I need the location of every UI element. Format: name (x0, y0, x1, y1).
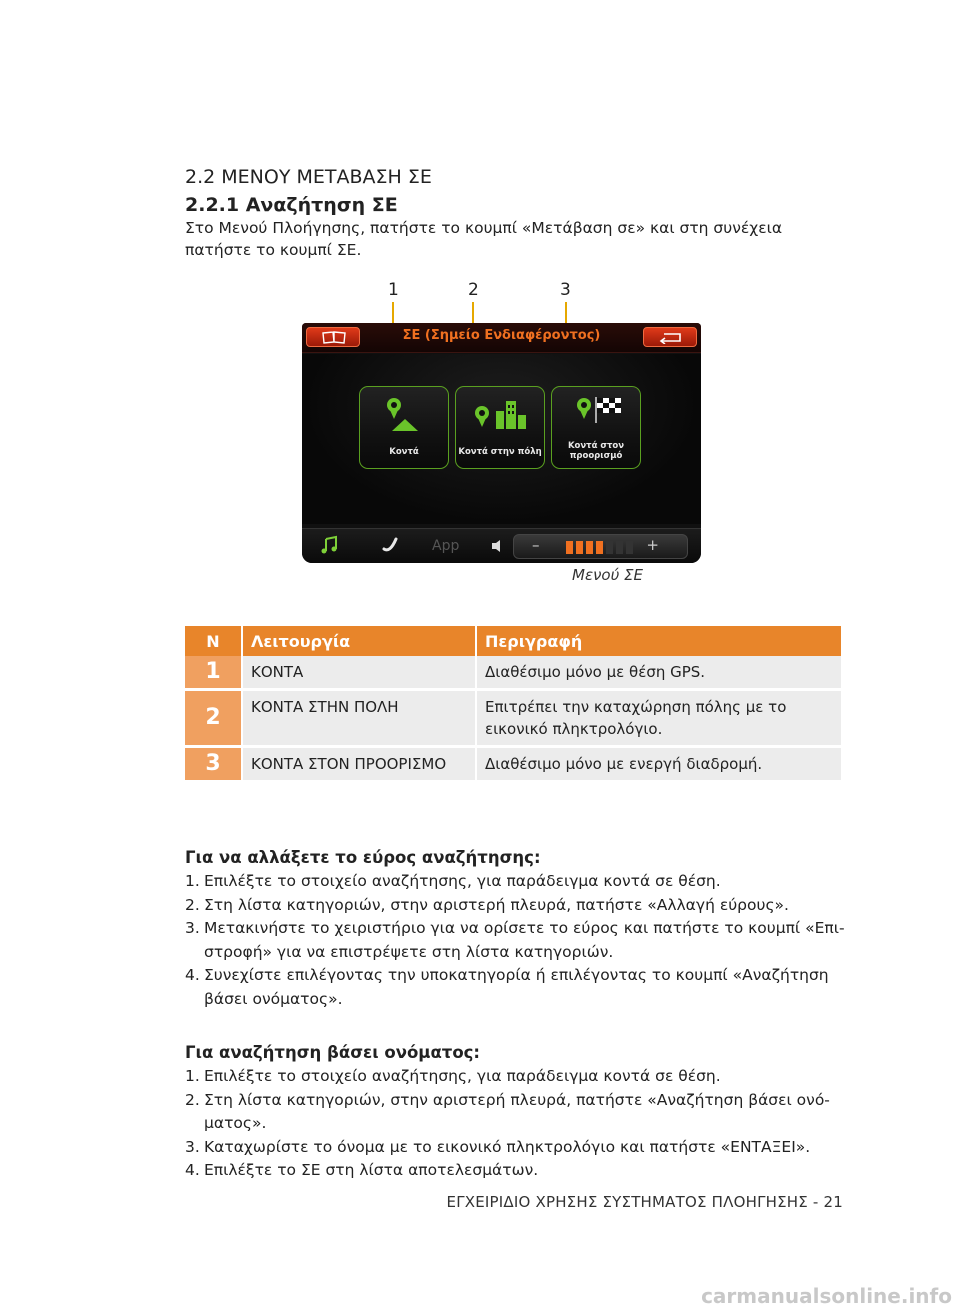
header-function: Λειτουργία (242, 626, 476, 656)
volume-segment (606, 541, 613, 554)
header-description: Περιγραφή (476, 626, 842, 656)
step-number: 4. (185, 966, 200, 984)
pin-flag-icon (552, 391, 642, 443)
step-number: 3. (185, 919, 200, 937)
speaker-icon (490, 538, 506, 554)
list-item (185, 1089, 845, 1136)
function-table (185, 626, 843, 783)
list-item (185, 964, 845, 1011)
volume-control[interactable] (513, 534, 688, 559)
step-number: 2. (185, 1090, 200, 1109)
row-function: ΚΟΝΤΑ ΣΤΗΝ ΠΟΛΗ (242, 690, 476, 747)
step-text: Συνεχίστε επιλέγοντας την υποκατηγορία ή επιλέγοντας το κουμπί «Αναζήτηση βάσει ονόματος». (204, 966, 829, 1008)
callout-1: 1 (388, 280, 399, 300)
range-block-title: Για να αλλάξετε το εύρος αναζήτησης: (185, 848, 541, 867)
tile-near-destination-button[interactable] (551, 386, 641, 469)
table-header-row (185, 626, 842, 656)
step-text: Μετακινήστε το χειριστήριο για να ορίσετε το εύρος και πατήστε το κουμπί «Επι-στροφή» για να επιστρέψετε στη λίστα κατηγοριών. (204, 919, 845, 961)
tile-dest-label-line2: προορισμό (569, 451, 623, 461)
list-item (185, 1136, 845, 1160)
table-row (185, 656, 842, 690)
tile-near-city-label: Κοντά στην πόλη (458, 447, 542, 457)
list-item (185, 917, 845, 964)
screen-header (302, 323, 701, 353)
row-description: Διαθέσιμο μόνο με ενεργή διαδρομή. (476, 747, 842, 782)
row-number: 3 (185, 747, 242, 782)
list-item (185, 1159, 845, 1183)
section-title: 2.2 ΜΕΝΟΥ ΜΕΤΑΒΑΣΗ ΣΕ (185, 166, 432, 188)
watermark: carmanualsonline.info (701, 1284, 952, 1308)
pin-city-icon (456, 391, 546, 443)
table-row (185, 690, 842, 747)
volume-up-button[interactable]: + (646, 536, 659, 554)
step-number: 3. (185, 1137, 200, 1156)
back-button[interactable] (643, 327, 697, 347)
pin-arrow-icon (360, 391, 450, 443)
step-text: Στη λίστα κατηγοριών, στην αριστερή πλευρά, πατήστε «Αναζήτηση βάσει ονό-ματος». (204, 1090, 830, 1132)
tile-dest-label-line1: Κοντά στον (567, 441, 625, 451)
page-footer: ΕΓΧΕΙΡΙΔΙΟ ΧΡΗΣΗΣ ΣΥΣΤΗΜΑΤΟΣ ΠΛΟΗΓΗΣΗΣ - 21 (446, 1193, 843, 1211)
tile-near-destination-label (552, 441, 640, 461)
volume-segment (626, 541, 633, 554)
volume-segment (566, 541, 573, 554)
header-number: Ν (185, 626, 242, 656)
row-number: 1 (185, 656, 242, 690)
step-number: 1. (185, 1067, 200, 1085)
volume-segment (586, 541, 593, 554)
poi-menu-screenshot (302, 323, 701, 563)
row-description: Επιτρέπει την καταχώρηση πόλης με το εικονικό πληκτρολόγιο. (476, 690, 842, 747)
return-arrow-icon (658, 331, 684, 344)
volume-down-button[interactable]: – (532, 536, 540, 554)
tile-near-city-button[interactable] (455, 386, 545, 469)
step-text: Στη λίστα κατηγοριών, στην αριστερή πλευρά, πατήστε «Αλλαγή εύρους». (204, 895, 789, 914)
table-row (185, 747, 842, 782)
step-number: 4. (185, 1161, 200, 1179)
screen-title: ΣΕ (Σημείο Ενδιαφέροντος) (402, 328, 601, 343)
row-function: ΚΟΝΤΑ (242, 656, 476, 690)
step-text: Επιλέξτε το στοιχείο αναζήτησης, για παράδειγμα κοντά σε θέση. (204, 1067, 721, 1085)
volume-segment (576, 541, 583, 554)
row-number: 2 (185, 690, 242, 747)
step-number: 2. (185, 895, 200, 914)
callout-3: 3 (560, 280, 571, 300)
screen-body (302, 354, 701, 524)
name-steps-list (185, 1065, 845, 1183)
volume-segment (616, 541, 623, 554)
screen-caption: Μενού ΣΕ (572, 566, 644, 584)
range-steps-list (185, 870, 845, 1011)
tile-near-label: Κοντά (389, 447, 419, 457)
step-text: Επιλέξτε το στοιχείο αναζήτησης, για παράδειγμα κοντά σε θέση. (204, 872, 721, 890)
step-number: 1. (185, 872, 200, 890)
row-description: Διαθέσιμο μόνο με θέση GPS. (476, 656, 842, 690)
phone-icon[interactable] (380, 535, 400, 555)
name-block-title: Για αναζήτηση βάσει ονόματος: (185, 1043, 481, 1062)
list-item (185, 894, 845, 918)
app-button[interactable]: App (432, 538, 460, 554)
intro-paragraph: Στο Μενού Πλοήγησης, πατήστε το κουμπί «Μετάβαση σε» και στη συνέχεια πατήστε το κουμπί ΣΕ. (185, 219, 783, 259)
volume-segment (596, 541, 603, 554)
step-text: Επιλέξτε το ΣΕ στη λίστα αποτελεσμάτων. (204, 1161, 539, 1179)
step-text: Καταχωρίστε το όνομα με το εικονικό πληκτρολόγιο και πατήστε «ΕΝΤΑΞΕΙ». (204, 1137, 811, 1156)
list-item (185, 1065, 845, 1089)
row-function: ΚΟΝΤΑ ΣΤΟΝ ΠΡΟΟΡΙΣΜΟ (242, 747, 476, 782)
callout-2: 2 (468, 280, 479, 300)
screen-footer (302, 528, 701, 563)
music-note-icon[interactable] (320, 535, 340, 555)
subsection-title: 2.2.1 Αναζήτηση ΣΕ (185, 194, 398, 216)
list-item (185, 870, 845, 894)
tile-near-button[interactable] (359, 386, 449, 469)
